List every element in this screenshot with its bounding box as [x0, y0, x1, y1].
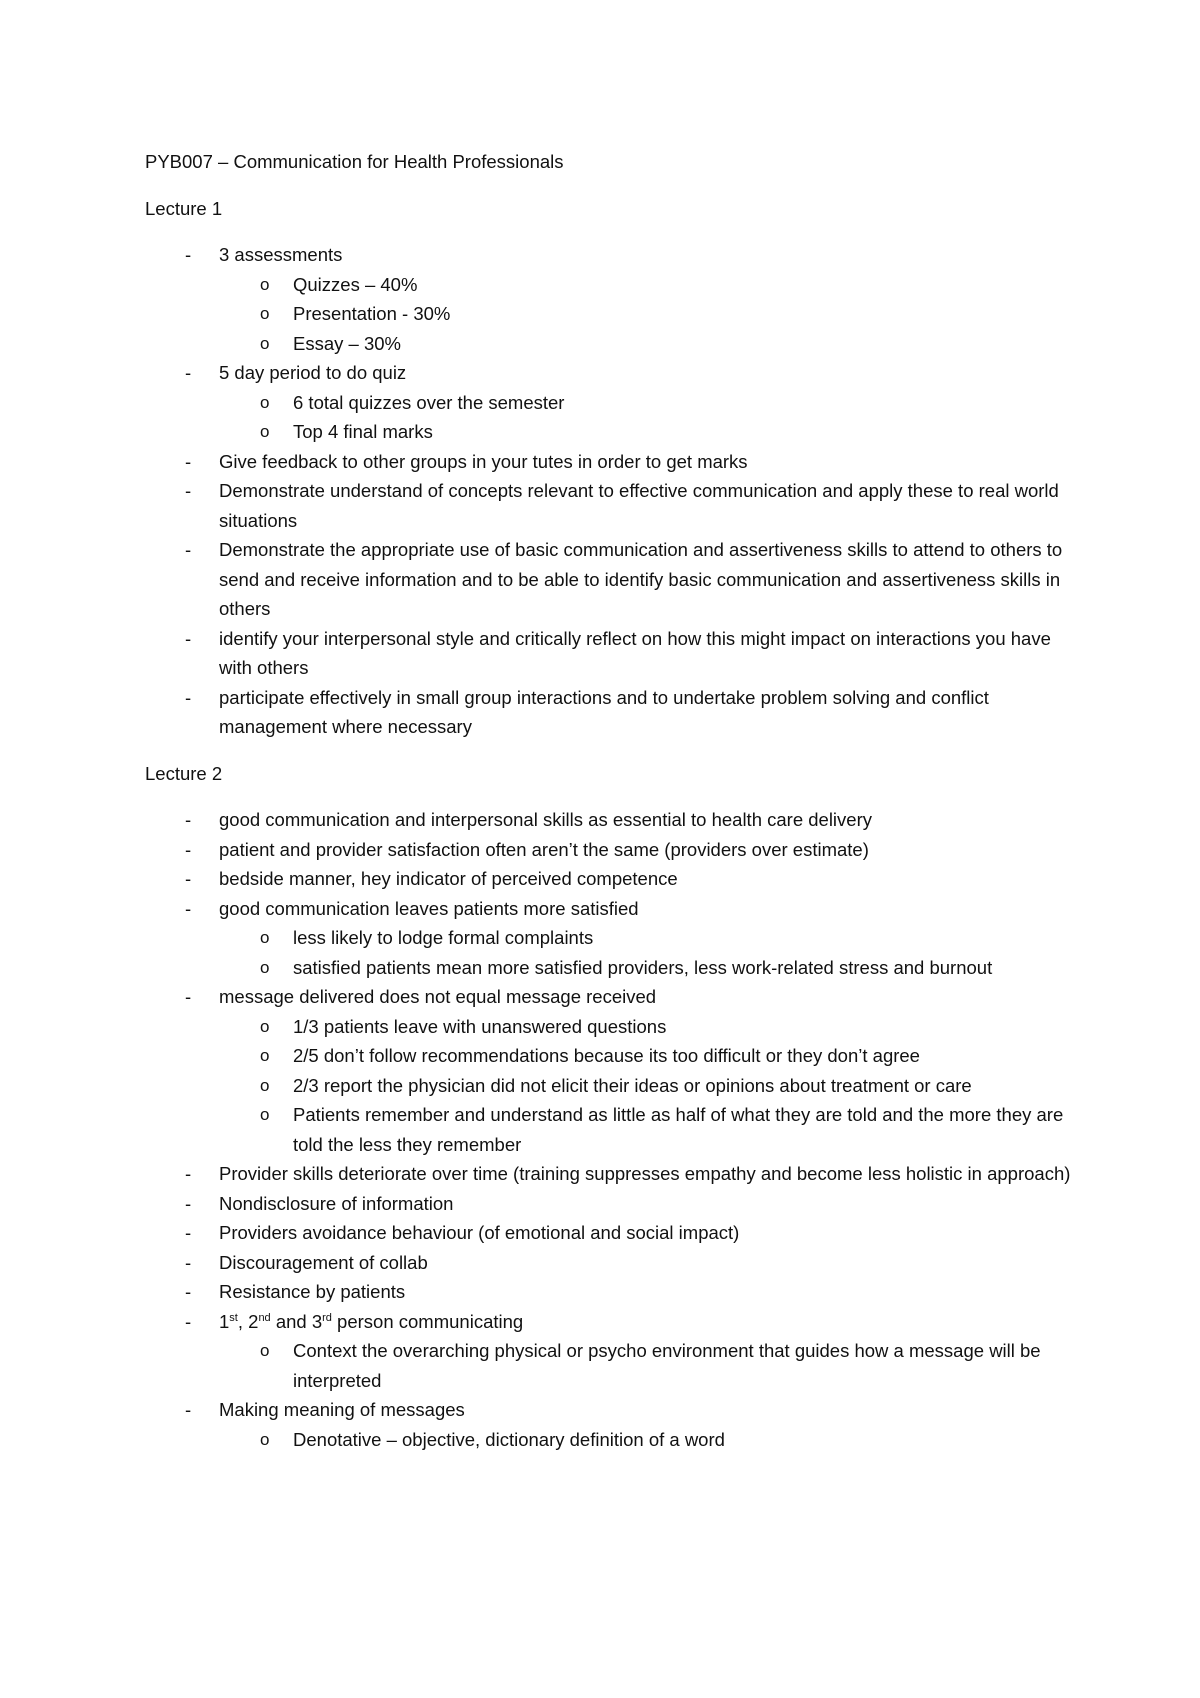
list-item — [145, 894, 1075, 983]
dash-bullet: - — [185, 1310, 192, 1332]
circle-bullet: o — [260, 957, 270, 977]
sub-list — [219, 270, 1075, 359]
list-item — [145, 358, 1075, 447]
sub-list-item — [219, 1041, 1075, 1071]
list-item-text: Give feedback to other groups in your tutes in order to get marks — [219, 450, 748, 472]
circle-bullet: o — [260, 928, 270, 947]
sub-list-item-text: Context the overarching physical or psycho environment that guides how a message will be interpreted — [293, 1340, 1041, 1391]
sub-list-item-text: 2/3 report the physician did not elicit their ideas or opinions about treatment or care — [293, 1074, 972, 1096]
list-item — [145, 1159, 1075, 1189]
sub-list-item — [219, 1012, 1075, 1042]
list-item-text: patient and provider satisfaction often aren’t the same (providers over estimate) — [219, 838, 869, 860]
sub-list-item-text: less likely to lodge formal complaints — [293, 927, 594, 948]
sub-list — [219, 388, 1075, 447]
list-item — [145, 835, 1075, 865]
list-item-text: good communication and interpersonal skills as essential to health care delivery — [219, 809, 872, 830]
list-item — [145, 1189, 1075, 1219]
sub-list-item — [219, 1100, 1075, 1159]
list-item-text: Making meaning of messages — [219, 1399, 465, 1420]
sub-list-item — [219, 388, 1075, 418]
dash-bullet: - — [185, 1251, 192, 1273]
dash-bullet: - — [185, 986, 192, 1007]
circle-bullet: o — [260, 333, 270, 353]
list-item-text: 5 day period to do quiz — [219, 362, 407, 383]
sub-list-item-text: 2/5 don’t follow recommendations because its too difficult or they don’t agree — [293, 1045, 920, 1066]
dash-bullet: - — [185, 1222, 192, 1243]
dash-bullet: - — [185, 868, 192, 889]
dash-bullet: - — [185, 809, 192, 830]
list-item — [145, 982, 1075, 1159]
list-item-text: Providers avoidance behaviour (of emotional and social impact) — [219, 1222, 740, 1243]
dash-bullet: - — [185, 838, 192, 860]
list-item — [145, 447, 1075, 477]
circle-bullet: o — [260, 422, 270, 441]
dash-bullet: - — [185, 627, 192, 649]
list-item-text: Nondisclosure of information — [219, 1192, 454, 1214]
sub-list-item — [219, 1071, 1075, 1101]
dash-bullet: - — [185, 362, 192, 383]
list-item — [145, 1218, 1075, 1248]
circle-bullet: o — [260, 1105, 270, 1124]
sub-list-item-text: Denotative – objective, dictionary definition of a word — [293, 1428, 725, 1450]
list-item — [145, 1307, 1075, 1396]
list-item-text: participate effectively in small group interactions and to undertake problem solving and conflict management where necessary — [219, 686, 989, 737]
ordinal-separator: and — [270, 1310, 312, 1332]
ordinal-suffix: st — [229, 1311, 238, 1324]
sub-list — [219, 1425, 1075, 1455]
lecture-1-heading: Lecture 1 — [145, 197, 223, 219]
lecture-2-list — [145, 805, 1075, 1454]
list-item — [145, 864, 1075, 894]
dash-bullet: - — [185, 244, 192, 265]
dash-bullet: - — [185, 539, 192, 560]
circle-bullet: o — [260, 1046, 270, 1065]
lecture-1-list — [145, 240, 1075, 742]
lecture-2-heading: Lecture 2 — [145, 762, 223, 784]
list-item — [145, 535, 1075, 624]
dash-bullet: - — [185, 1192, 192, 1214]
sub-list — [219, 1012, 1075, 1160]
list-item — [145, 805, 1075, 835]
sub-list-item — [219, 270, 1075, 300]
list-item — [145, 624, 1075, 683]
document-content — [145, 147, 1075, 1471]
ordinal-rest: person communicating — [331, 1310, 524, 1332]
sub-list-item-text: Essay – 30% — [293, 332, 401, 354]
circle-bullet: o — [260, 1016, 270, 1036]
ordinal-suffix: rd — [322, 1311, 332, 1324]
list-item-text: Demonstrate the appropriate use of basic communication and assertiveness skills to attend to others to send and receive information and to be able to identify basic communication and assertiveness skills in others — [219, 539, 1063, 619]
list-item-text: Discouragement of collab — [219, 1251, 428, 1273]
list-item — [145, 476, 1075, 535]
sub-list-item — [219, 329, 1075, 359]
list-item-text: identify your interpersonal style and critically reflect on how this might impact on interactions you have with others — [219, 627, 1051, 678]
ordinal-separator: , — [237, 1310, 249, 1332]
list-item — [145, 1395, 1075, 1454]
sub-list-item-text: Presentation - 30% — [293, 303, 451, 324]
list-item-text: good communication leaves patients more satisfied — [219, 897, 639, 919]
dash-bullet: - — [185, 1399, 192, 1420]
circle-bullet: o — [260, 1429, 270, 1449]
sub-list-item-text: 6 total quizzes over the semester — [293, 391, 565, 413]
list-item-text: 3 assessments — [219, 244, 343, 265]
sub-list-item-text: 1/3 patients leave with unanswered questions — [293, 1015, 667, 1037]
sub-list-item — [219, 1425, 1075, 1455]
sub-list-item-text: Top 4 final marks — [293, 421, 433, 442]
dash-bullet: - — [185, 450, 192, 472]
dash-bullet: - — [185, 897, 192, 919]
circle-bullet: o — [260, 304, 270, 323]
sub-list-item — [219, 923, 1075, 953]
circle-bullet: o — [260, 274, 270, 294]
sub-list-item — [219, 953, 1075, 983]
sub-list — [219, 923, 1075, 982]
sub-list-item — [219, 417, 1075, 447]
document-title: PYB007 – Communication for Health Professionals — [145, 151, 564, 172]
ordinal-suffix: nd — [258, 1311, 271, 1324]
circle-bullet: o — [260, 1075, 270, 1095]
sub-list — [219, 1336, 1075, 1395]
sub-list-item-text: Patients remember and understand as little as half of what they are told and the more they are told the less they remember — [293, 1104, 1064, 1155]
list-item-text: Resistance by patients — [219, 1281, 406, 1302]
list-item-text: Provider skills deteriorate over time (training suppresses empathy and become less holistic in approach) — [219, 1163, 1071, 1184]
list-item — [145, 1248, 1075, 1278]
list-item-text: bedside manner, hey indicator of perceived competence — [219, 868, 678, 889]
ordinal-first: 1 — [219, 1310, 230, 1332]
sub-list-item — [219, 1336, 1075, 1395]
dash-bullet: - — [185, 480, 192, 501]
list-item — [145, 240, 1075, 358]
list-item-text: message delivered does not equal message received — [219, 986, 657, 1007]
dash-bullet: - — [185, 1163, 192, 1184]
list-item-text — [219, 1311, 523, 1332]
sub-list-item — [219, 299, 1075, 329]
dash-bullet: - — [185, 686, 192, 708]
circle-bullet: o — [260, 392, 270, 412]
ordinal-second: 2 — [248, 1310, 259, 1332]
list-item — [145, 683, 1075, 742]
list-item-text: Demonstrate understand of concepts relevant to effective communication and apply these to real world situations — [219, 480, 1059, 531]
sub-list-item-text: satisfied patients mean more satisfied providers, less work-related stress and burnout — [293, 956, 993, 978]
list-item — [145, 1277, 1075, 1307]
dash-bullet: - — [185, 1281, 192, 1302]
circle-bullet: o — [260, 1341, 270, 1360]
ordinal-third: 3 — [311, 1310, 323, 1332]
sub-list-item-text: Quizzes – 40% — [293, 273, 418, 295]
